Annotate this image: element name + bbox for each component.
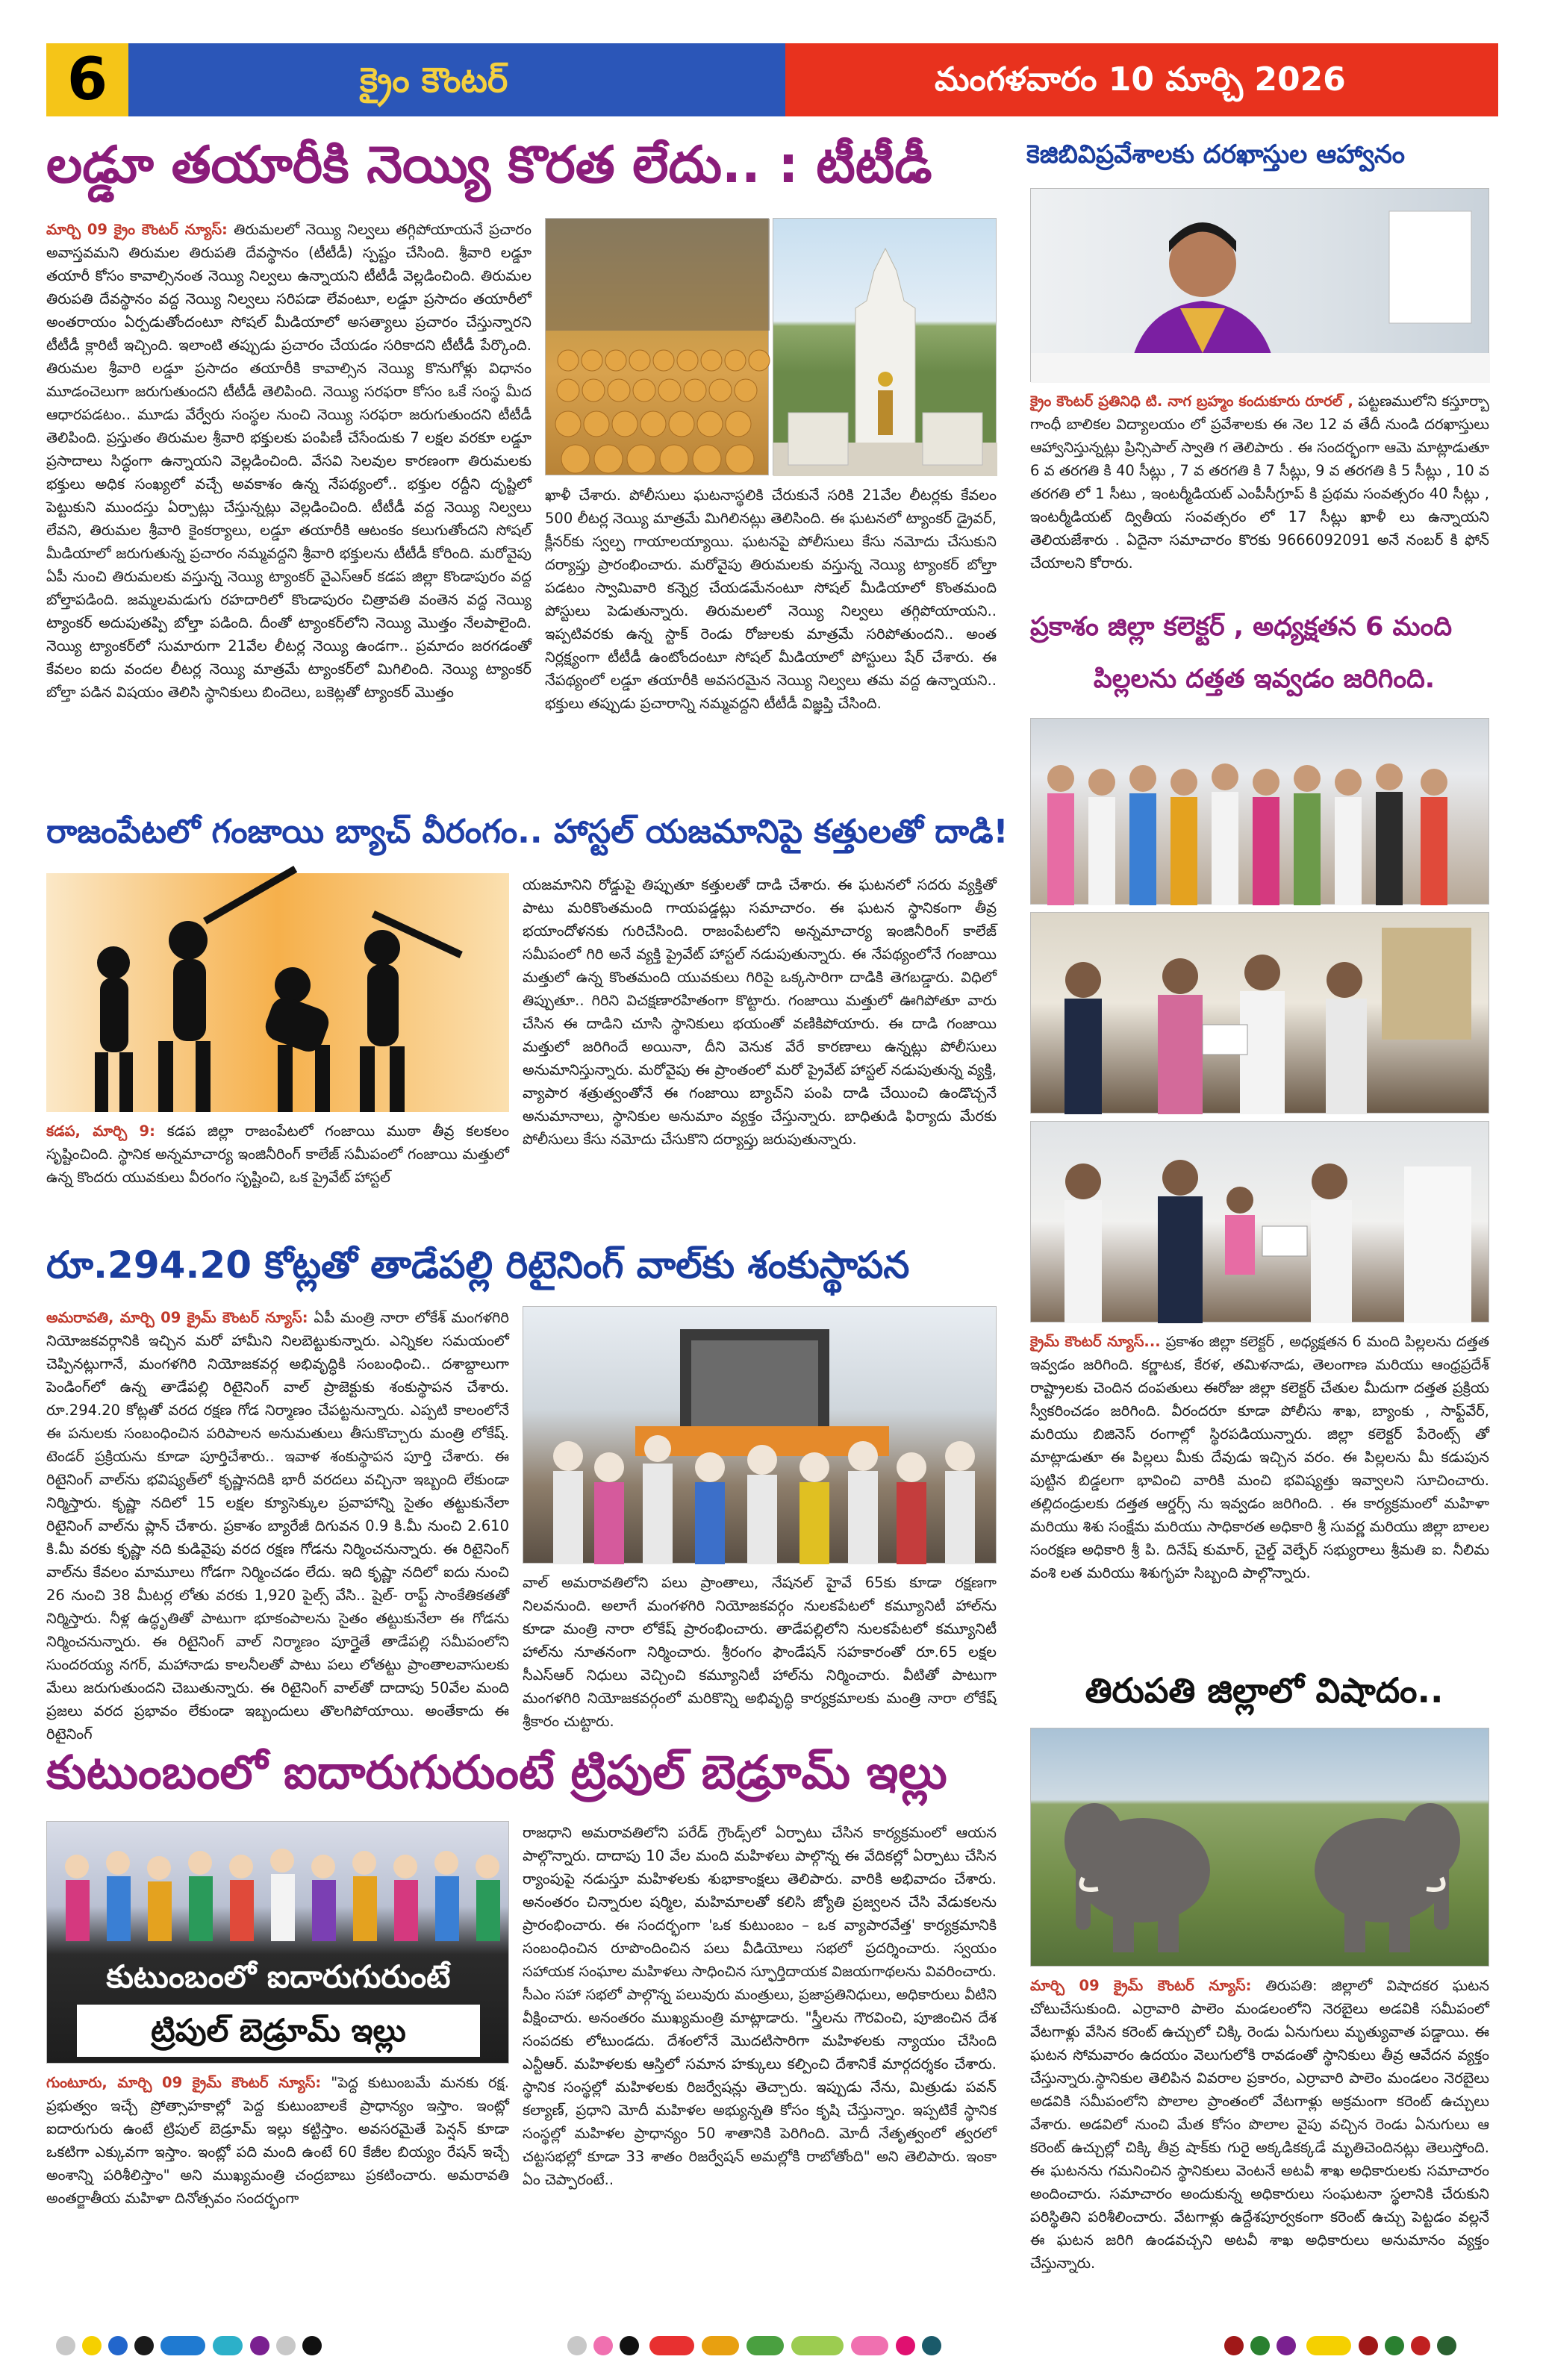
handover-illustration-1 [1031, 913, 1490, 1114]
event-crowd-illustration [47, 1822, 510, 1941]
story4-body-col1 [46, 2071, 509, 2325]
story2-text: కడప జిల్లా రాజంపేటలో గంజాయి ముఠా తీవ్ర కలకలం సృష్టించింది. స్థానిక అన్నమాచార్య ఇంజినీరింగ్ కాలేజ్ సమీపంలో గంజాయి మత్తులో ఉన్న కొందరు యువకులు వీరంగం సృష్టించి, ఒక ప్రైవేట్ హాస్టల్ [46, 1122, 510, 1186]
story1-lead: మార్చి 09 క్రైం కౌంటర్ న్యూస్: [46, 221, 228, 238]
reg-dot [1411, 2336, 1430, 2355]
story7-text: తిరుపతి: జిల్లాలో విషాదకర ఘటన చోటుచేసుకుంది. ఎర్రావారి పాలెం మండలంలోని నెరబైలు అడవికి సమీపంలో వేటగాళ్లు వేసిన కరెంట్ ఉచ్చులో చిక్కి రెండు ఏనుగులు మృత్యువాత పడ్డాయి. ఈ ఘటన సోమవారం ఉదయం వెలుగులోకి రావడంతో స్థానికులు తీవ్ర ఆవేదన వ్యక్తం చేస్తున్నారు.స్థానికుల తెలిపిన వివరాల ప్రకారం, ఎర్రావారి పాలెం మండలం నెరబైలు అడవికి సమీపంలోని పొలాల ప్రాంతంలో వేటగాళ్లు అక్రమంగా కరెంట్ ఉచ్చులు వేశారు. అడవిలో నుంచి మేత కోసం పొలాల వైపు వచ్చిన రెండు ఏనుగులు ఆ కరెంట్ ఉచ్చుల్లో చిక్కి తీవ్ర షాక్‌కు గురై అక్కడికక్కడే మృతిచెందినట్లు తెలుస్తోంది. ఈ ఘటనను గమనించిన స్థానికులు వెంటనే అటవీ శాఖ అధికారులకు సమాచారం అందించారు. సమాచారం అందుకున్న అధికారులు సంఘటనా స్థలానికి చేరుకుని పరిస్థితిని పరిశీలించారు. వేటగాళ్లు ఉద్దేశపూర్వకంగా కరెంట్ ఉచ్చు పెట్టడం వల్లనే ఈ ఘటన జరిగి ఉండవచ్చని అటవీ శాఖ అధికారులు అనుమానం వ్యక్తం చేస్తున్నారు. [1030, 1977, 1489, 2272]
story7-lead: మార్చి 09 క్రైమ్ కౌంటర్ న్యూస్: [1030, 1977, 1252, 1994]
story1-text: తిరుమలలో నెయ్యి నిల్వలు తగ్గిపోయాయనే ప్రచారం అవాస్తవమని తిరుమల తిరుపతి దేవస్థానం (టీటీడీ) స్పష్టం చేసింది. శ్రీవారి లడ్డూ తయారీ కోసం కావాల్సినంత నెయ్యి నిల్వలు ఉన్నాయని టీటీడీ వెల్లడించింది. తిరుమల తిరుపతి దేవస్థానం వద్ద నెయ్యి నిల్వలు సరిపడా లేవంటూ, లడ్డూ ప్రసాదం తయారీలో అంతరాయం ఏర్పడుతోందంటూ సోషల్ మీడియాలో అసత్యాలు ప్రచారం చేస్తున్నారని టీటీడీ క్లారిటీ ఇచ్చింది. ఇలాంటి తప్పుడు ప్రచారం చేయడం సరికాదని టీటీడీ పేర్కొంది. తిరుమల శ్రీవారి లడ్డూ ప్రసాదం తయారీకి కావాల్సిన నెయ్యి కొనుగోళ్లు విధానం మూడంచెలుగా జరుగుతుందని టీటీడీ తెలిపింది. నెయ్యి సరఫరా కోసం ఒకే సంస్థ మీద ఆధారపడటం.. మూడు వేర్వేరు సంస్థల నుంచి నెయ్యి సరఫరా జరుగుతుందని టీటీడీ తెలిపింది. ప్రస్తుతం తిరుమల శ్రీవారి భక్తులకు పంపిణీ చేసేందుకు 7 లక్షల వరకూ లడ్డూ ప్రసాదాలు సిద్ధంగా ఉన్నాయని వెల్లడించింది. వేసవి సెలవుల కారణంగా తిరుమలకు భక్తులు అధిక సంఖ్యలో వచ్చే అవకాశం ఉన్న నేపథ్యంలో.. భక్తుల రద్దీని దృష్టిలో పెట్టుకుని ముందస్తు ఏర్పాట్లు చేస్తున్నట్లు వెల్లడించింది. టీటీడీ వద్ద నెయ్యి నిల్వలు లేవని, తిరుమల శ్రీవారి కైంకర్యాలు, లడ్డూ తయారీకి ఆటంకం కలుగుతోందని సోషల్ మీడియాలో జరుగుతున్న ప్రచారం నమ్మవద్దని శ్రీవారి భక్తులను టీటీడీ కోరింది. మరోవైపు ఏపీ నుంచి తిరుమలకు వస్తున్న నెయ్యి ట్యాంకర్ వైఎస్ఆర్ కడప జిల్లా కొండాపురం వద్ద బోల్తాపడింది. జమ్మలమడుగు రహదారిలో కొండాపురం చిత్రావతి వంతెన వద్ద నెయ్యి ట్యాంకర్ అదుపుతప్పి బోల్తా పడింది. దీంతో ట్యాంకర్‌లోని నెయ్యి మొత్తం నేలపాలైంది. నెయ్యి ట్యాంకర్‌లో సుమారుగా 21వేల లీటర్ల నెయ్యి ఉండగా.. ప్రమాదం జరగడంతో కేవలం ఐదు వందల లీటర్ల నెయ్యి మాత్రమే ట్యాంకర్‌లో మిగిలింది. నెయ్యి ట్యాంకర్ బోల్తా పడిన విషయం తెలిసి స్థానికులు బిందెలు, బకెట్లతో ట్యాంకర్ మొత్తం [46, 221, 532, 701]
reg-dot [1250, 2336, 1270, 2355]
story6-text: ప్రకాశం జిల్లా కలెక్టర్ , అధ్యక్షతన 6 మంది పిల్లలను దత్తత ఇవ్వడం జరిగింది. కర్ణాటక, కేరళ, తమిళనాడు, తెలంగాణ మరియు ఆంధ్రప్రదేశ్ రాష్ట్రాలకు చెందిన దంపతులు ఈరోజు జిల్లా కలెక్టర్ చేతుల మీదుగా దత్తత ప్రక్రియ స్వీకరించడం జరిగింది. వీరందరూ కూడా పోలీసు శాఖ, బ్యాంకు , సాఫ్ట్‌వేర్, మరియు బిజినెస్ రంగాల్లో స్థిరపడియున్నారు. జిల్లా కలెక్టర్ పేరెంట్స్ తో మాట్లాడుతూ ఈ పిల్లలు మీకు దేవుడు ఇచ్చిన వరం. ఈ పిల్లలను మీ కడుపున పుట్టిన బిడ్డలగా భావించి వారికి మంచి భవిష్యత్తు ఇవ్వాలని సూచించారు. తల్లిదండ్రులకు దత్తత ఆర్డర్స్ ను ఇవ్వడం జరిగింది. . ఈ కార్యక్రమంలో మహిళా మరియు శిశు సంక్షేమ మరియు సాధికారత అధికారి శ్రీ సువర్ణ మరియు జిల్లా బాలల సంరక్షణ అధికారి శ్రీ పి. దినేష్ కుమార్, చైల్డ్ వెల్ఫేర్ సభ్యురాలు శ్రీమతి ఐ. నీలిమ వంశి లత మరియు శిశుగృహ సిబ్బంది పాల్గొన్నారు. [1030, 1333, 1489, 1581]
collector-handover-photo-2 [1030, 1121, 1489, 1322]
story2-headline: రాజంపేటలో గంజాయి బ్యాచ్ వీరంగం.. హాస్టల్ యజమానిపై కత్తులతో దాడి! [46, 813, 1009, 851]
reg-dot [896, 2336, 915, 2355]
collector-handover-photo-1 [1030, 912, 1489, 1114]
reg-bar [649, 2336, 694, 2355]
story1-headline: లడ్డూ తయారీకి నెయ్యి కొరత లేదు.. : టీటీడీ [46, 136, 932, 195]
reg-dot [1385, 2336, 1404, 2355]
principal-photo [1030, 188, 1489, 382]
reg-bar [702, 2336, 739, 2355]
reg-dot [134, 2336, 154, 2355]
story3-body-col2: వాల్ అమరావతిలోని పలు ప్రాంతాలు, నేషనల్ హైవే 65కు కూడా రక్షణగా నిలవనుంది. అలాగే మంగళగిరి నియోజకవర్గం నులకపేటలో కమ్యూనిటీ హాల్‌ను కూడా మంత్రి నారా లోకేష్ ప్రారంభించారు. తాడేపల్లిలోని నులకపేటలో కమ్యూనిటీ హాల్‌ను నూతనంగా నిర్మించారు. శ్రీరంగం ఫౌండేషన్ సహకారంతో రూ.65 లక్షల సీఎస్ఆర్ నిధులు వెచ్చించి కమ్యూనిటీ హాల్‌ను నిర్మించారు. వీటితో పాటుగా మంగళగిరి నియోజకవర్గంలో మరికొన్ని అభివృద్ధి కార్యక్రమాలకు మంత్రి నారా లోకేష్ శ్రీకారం చుట్టారు. [523, 1574, 997, 1730]
photo-overlay-line2: ట్రిపుల్ బెడ్రూమ్ ఇల్లు [77, 2005, 480, 2057]
story4-body-col2: రాజధాని అమరావతిలోని పరేడ్ గ్రౌండ్స్‌లో ఏర్పాటు చేసిన కార్యక్రమంలో ఆయన పాల్గొన్నారు. దాదాపు 10 వేల మంది మహిళలు పాల్గొన్న ఈ వేదికల్లో ఏర్పాటు చేసిన ర్యాంపుపై నడుస్తూ మహిళలకు శుభాకాంక్షలు తెలిపారు. వారికి అభివాదం చేశారు. అనంతరం చిన్నారుల షర్మిల, మహిమాలతో కలిసి జ్యోతి ప్రజ్వలన చేసి వేడుకలను ప్రారంభించారు. ఈ సందర్భంగా 'ఒక కుటుంబం – ఒక వ్యాపారవేత్త' కార్యక్రమానికి సంబంధించిన రూపొందించిన పలు వీడియోలు సభలో ప్రదర్శించారు. స్వయం సహాయక సంఘాల మహిళలు సాధించిన స్ఫూర్తిదాయక విజయగాథలను వివరించారు. సీఎం సహా సభలో పాల్గొన్న పలువురు మంత్రులు, ప్రజాప్రతినిధులు, అధికారులు వీటిని వీక్షించారు. అనంతరం ముఖ్యమంత్రి మాట్లాడారు. "స్త్రీలను గౌరవించి, పూజించిన దేశ సంపదకు లోటుండదు. దేశంలోనే మొదటిసారిగా మహిళలకు న్యాయం చేసింది ఎన్టీఆర్. మహిళలకు ఆస్తిలో సమాన హక్కులు కల్పించి దేశానికే మార్గదర్శకం చేశారు. స్థానిక సంస్థల్లో మహిళలకు రిజర్వేషన్లు తెచ్చారు. ఇప్పుడు నేను, మిత్రుడు పవన్ కల్యాణ్, ప్రధాని మోదీ మహిళల అభ్యున్నతి కోసం కృషి చేస్తున్నాం. ఇప్పటికే స్థానిక సంస్థల్లో మహిళల ప్రాధాన్యం 50 శాతానికి పెరిగింది. మోదీ నేతృత్వంలో త్వరలో చట్టసభల్లో కూడా 33 శాతం రిజర్వేషన్ అమల్లోకి రాబోతోంది" అని తెలిపారు. ఇంకా ఏం చెప్పారంటే.. [523, 1824, 997, 2188]
reg-bar [851, 2336, 888, 2355]
reg-bar [1306, 2336, 1351, 2355]
elephants-photo [1030, 1728, 1489, 1967]
reg-dot [1277, 2336, 1296, 2355]
story4-lead: గుంటూరు, మార్చి 09 క్రైమ్ కౌంటర్ న్యూస్: [46, 2074, 322, 2091]
masthead [46, 43, 1498, 116]
reg-dot [1224, 2336, 1244, 2355]
principal-illustration [1031, 189, 1490, 383]
story4-headline: కుటుంబంలో ఐదారుగురుంటే ట్రిపుల్ బెడ్రూమ్ ఇల్లు [46, 1745, 947, 1799]
edition-date: మంగళవారం 10 మార్చి 2026 [785, 43, 1498, 116]
elephants-illustration [1031, 1728, 1490, 1967]
story6-body [1030, 1330, 1489, 1658]
reg-dot [922, 2336, 941, 2355]
reg-dot [593, 2336, 613, 2355]
reg-dot [276, 2336, 296, 2355]
story2-body-col1 [46, 1119, 509, 1224]
reg-dot [1437, 2336, 1456, 2355]
temple-photo [773, 218, 997, 475]
reg-dot [82, 2336, 102, 2355]
story4-text: "పెద్ద కుటుంబమే మనకు రక్ష. ప్రభుత్వం ఇచ్చే ప్రోత్సాహకాల్లో పెద్ద కుటుంబాలకే ప్రాధాన్యం ఇస్తాం. ఇంట్లో ఐదారుగురు ఉంటే ట్రిపుల్ బెడ్రూమ్ ఇల్లు కట్టిస్తాం. అవసరమైతే పెన్షన్ కూడా ఒకటిగా ఎక్కువగా ఇస్తాం. ఇంట్లో పది మంది ఉంటే 60 కేజీల బియ్యం రేషన్ ఇచ్చే అంశాన్ని పరిశీలిస్తాం" అని ముఖ్యమంత్రి చంద్రబాబు ప్రకటించారు. అమరావతి అంతర్జాతీయ మహిళా దినోత్సవం సందర్భంగా [46, 2074, 509, 2207]
reg-dot [250, 2336, 269, 2355]
ceremony-illustration [523, 1307, 997, 1564]
page-number: 6 [46, 43, 128, 116]
story6-headline-line1: ప్రకాశం జిల్లా కలెక్టర్ , అధ్యక్షతన 6 మంది [1030, 612, 1453, 642]
story3-lead: అమరావతి, మార్చి 09 క్రైమ్ కౌంటర్ న్యూస్: [46, 1309, 308, 1326]
reg-dot [302, 2336, 322, 2355]
temple-illustration [773, 219, 997, 476]
adoption-group-photo [1030, 718, 1489, 905]
gang-attack-photo [46, 873, 509, 1112]
story1-body-col2: ఖాళీ చేశారు. పోలీసులు ఘటనాస్థలికి చేరుకునే సరికి 21వేల లీటర్లకు కేవలం 500 లీటర్ల నెయ్యి మాత్రమే మిగిలినట్లు తెలిసింది. ఈ ఘటనలో ట్యాంకర్ డ్రైవర్, క్లీనర్‌కు స్వల్ప గాయాలయ్యాయి. ఘటనపై పోలీసులు కేసు నమోదు చేసుకుని దర్యాప్తు ప్రారంభించారు. మరోవైపు తిరుమలకు వస్తున్న నెయ్యి ట్యాంకర్ బోల్తా పడటం స్వామివారి కన్నెర్ర చేయడమేనంటూ సోషల్ మీడియాలో కొంతమంది పోస్టులు పెడుతున్నారు. తిరుమలలో నెయ్యి నిల్వలు తగ్గిపోయాయని.. ఇప్పటివరకు ఉన్న స్టాక్ రెండు రోజులకు మాత్రమే సరిపోతుందని.. అంత నిర్లక్ష్యంగా టీటీడీ ఉంటోందంటూ సోషల్ మీడియాలో పోస్టులు షేర్ చేశారు. ఈ నేపథ్యంలో లడ్డూ తయారీకి అవసరమైన నెయ్యి నిల్వలు తమ వద్ద ఉన్నాయని.. భక్తులు తప్పుడు ప్రచారాన్ని నమ్మవద్దని టీటీడీ విజ్ఞప్తి చేసింది. [545, 487, 997, 712]
group-illustration [1031, 719, 1490, 905]
story3-body-col1 [46, 1306, 509, 1743]
story7-body [1030, 1974, 1489, 2325]
story3-text: ఏపీ మంత్రి నారా లోకేశ్ మంగళగిరి నియోజకవర్గానికి ఇచ్చిన మరో హామీని నిలబెట్టుకున్నారు. ఎన్నికల సమయంలో చెప్పినట్లుగానే, మంగళగిరి నియోజకవర్గ అభివృద్ధికి సంబంధించి.. దశాబ్దాలుగా పెండింగ్‌లో ఉన్న తాడేపల్లి రిటైనింగ్ వాల్ ప్రాజెక్టుకు శంకుస్థాపన చేశారు. రూ.294.20 కోట్లతో వరద రక్షణ గోడ నిర్మాణం చేపట్టనున్నారు. ఎప్పటి కాలంలోనే ఈ పనులకు సంబంధించిన పరిపాలన అనుమతులు తీసుకొచ్చారు మంత్రి లోకేష్. టెండర్ ప్రక్రియను కూడా పూర్తిచేశారు.. ఇవాళ శంకుస్థాపన పూర్తి చేశారు. ఈ రిటైనింగ్ వాల్‌ను భవిష్యత్‌లో కృష్ణానదికి భారీ వరదలు వచ్చినా ఇబ్బంది లేకుండా నిర్మిస్తారు. కృష్ణా నదిలో 15 లక్షల క్యూసెక్కుల ప్రవాహాన్ని సైతం తట్టుకునేలా రిటైనింగ్ వాల్‌ను ప్లాన్ చేశారు. ప్రకాశం బ్యారేజీ దిగువన 0.9 కి.మీ నుంచి 2.610 కి.మీ వరకు కృష్ణా నది కుడివైపు వరద రక్షణ గోడను నిర్మించనున్నారు. ఈ రిటైనింగ్ వాల్‌ను కేవలం మామూలు గోడగా నిర్మించడం లేదు. ఇది కృష్ణా నదిలో ఐదు నుంచి 26 నుంచి 38 మీటర్ల లోతు వరకు 1,920 పైల్స్ వేసి.. షైల్- రాఫ్ట్ సాంకేతికతతో నిర్మిస్తారు. నీళ్ల ఉద్ధృతితో పాటుగా భూకంపాలను సైతం తట్టుకునేలా ఈ గోడను నిర్మించనున్నారు. ఈ రిటైనింగ్ వాల్ నిర్మాణం పూర్తైతే తాడేపల్లి సమీపంలోని సుందరయ్య నగర్, మహానాడు కాలనీలతో పాటు పలు లోతట్టు ప్రాంతాలవాసులకు మేలు జరుగుతుందని చెబుతున్నారు. ఈ రిటైనింగ్ వాల్‌తో దాదాపు 50వేల మంది ప్రజలు వరద ప్రభావం లేకుండా ఇబ్బందులు తొలగిపోయాయి. అంతేకాదు ఈ రిటైనింగ్ [46, 1309, 509, 1743]
reg-bar [213, 2336, 243, 2355]
silhouette-illustration [46, 873, 509, 1112]
story3-headline: రూ.294.20 కోట్లతో తాడేపల్లి రిటైనింగ్ వాల్‌కు శంకుస్థాపన [46, 1243, 910, 1287]
reg-dot [620, 2336, 639, 2355]
reg-bar [791, 2336, 844, 2355]
reg-bar [746, 2336, 784, 2355]
reg-dot [567, 2336, 587, 2355]
reg-bar [160, 2336, 205, 2355]
laddu-illustration [546, 219, 770, 476]
story5-lead: క్రైం కౌంటర్ ప్రతినిధి టి. నాగ బ్రహ్మం కందుకూరు రూరల్ , [1030, 393, 1353, 410]
reg-dot [1359, 2336, 1378, 2355]
story6-lead: క్రైమ్ కౌంటర్ న్యూస్... [1030, 1333, 1161, 1350]
cm-event-photo [46, 1821, 509, 2064]
story6-headline-line2: పిల్లలను దత్తత ఇవ్వడం జరిగింది. [1093, 664, 1436, 694]
photo-overlay-line1: కుటుంబంలో ఐదారుగురుంటే [106, 1958, 451, 1995]
section-name: క్రైం కౌంటర్ [128, 43, 785, 116]
story1-body-col1 [46, 218, 532, 793]
story5-text: పట్టణములోని కస్తూర్బా గాంధీ బాలికల విద్యాలయం లో ప్రవేశాలకు ఈ నెల 12 వ తేదీ నుండి దరఖాస్తులు ఆహ్వానిస్తున్నట్లు ప్రిన్సిపాల్ స్వాతి గ తెలిపారు . ఈ సందర్భంగా ఆమె మాట్లాడుతూ 6 వ తరగతి కి 40 సీట్లు , 7 వ తరగతి కి 7 సీట్లు, 9 వ తరగతి కి 5 సీట్లు , 10 వ తరగతి లో 1 సీటు , ఇంటర్మీడియట్ ఎంపీసీగ్రూప్ కి ప్రథమ సంవత్సరం 40 సీట్లు , ఇంటర్మీడియట్ ద్వితీయ సంవత్సరం లో 17 సీట్లు ఖాళీ లు ఉన్నాయని తెలియజేశారు . ఏదైనా సమాచారం కొరకు 9666092091 అనే నంబర్ కి ఫోన్ చేయాలని కోరారు. [1030, 393, 1489, 572]
story2-body-col2: యజమానిని రోడ్డుపై తిప్పుతూ కత్తులతో దాడి చేశారు. ఈ ఘటనలో సదరు వ్యక్తితో పాటు మరికొంతమంది గాయపడ్డట్లు సమాచారం. ఈ ఘటన స్థానికంగా తీవ్ర భయాందోళనకు గురిచేసింది. రాజంపేటలోని అన్నమాచార్య ఇంజినీరింగ్ కాలేజ్ సమీపంలో గిరి అనే వ్యక్తి ప్రైవేట్ హాస్టల్ నడుపుతున్నారు. ఈ నేపథ్యంలోనే గంజాయి మత్తులో ఉన్న కొంతమంది యువకులు గిరిపై ఒక్కసారిగా దాడికి తెగబడ్డారు. విధిలో తిప్పుతూ.. గిరిని విచక్షణారహితంగా కొట్టారు. గంజాయి మత్తులో ఊగిపోతూ వారు చేసిన ఈ దాడిని చూసి స్థానికులు భయంతో వణికిపోయారు. ఈ దాడి గంజాయి మత్తులో జరిగిందే అయినా, దీని వెనుక వేరే కారణాలు ఉన్నట్లు పోలీసులు అనుమానిస్తున్నారు. మరోవైపు ఈ ప్రాంతంలో మరో ప్రైవేట్ హాస్టల్ నడుపుతున్న వ్యక్తి, వ్యాపార శత్రుత్వంతోనే ఈ గంజాయి బ్యాచ్‌ని పంపి దాడి చేయించి ఉండొచ్చనే అనుమానాలు, స్థానికుల అనుమాం వ్యక్తం చేస్తున్నారు. బాధితుడి ఫిర్యాదు మేరకు పోలీసులు కేసు నమోదు చేసుకొని దర్యాప్తు జరుపుతున్నారు. [523, 876, 997, 1148]
foundation-ceremony-photo [523, 1306, 997, 1564]
story5-body [1030, 390, 1489, 591]
reg-dot [108, 2336, 128, 2355]
reg-dot [56, 2336, 75, 2355]
laddu-photo [545, 218, 769, 475]
story2-lead: కడప, మార్చి 9: [46, 1122, 155, 1140]
story7-headline: తిరుపతి జిల్లాలో విషాదం.. [1085, 1670, 1444, 1711]
handover-illustration-2 [1031, 1122, 1490, 1323]
story5-headline: కెజిబివిప్రవేశాలకు దరఖాస్తుల ఆహ్వానం [1026, 140, 1406, 169]
